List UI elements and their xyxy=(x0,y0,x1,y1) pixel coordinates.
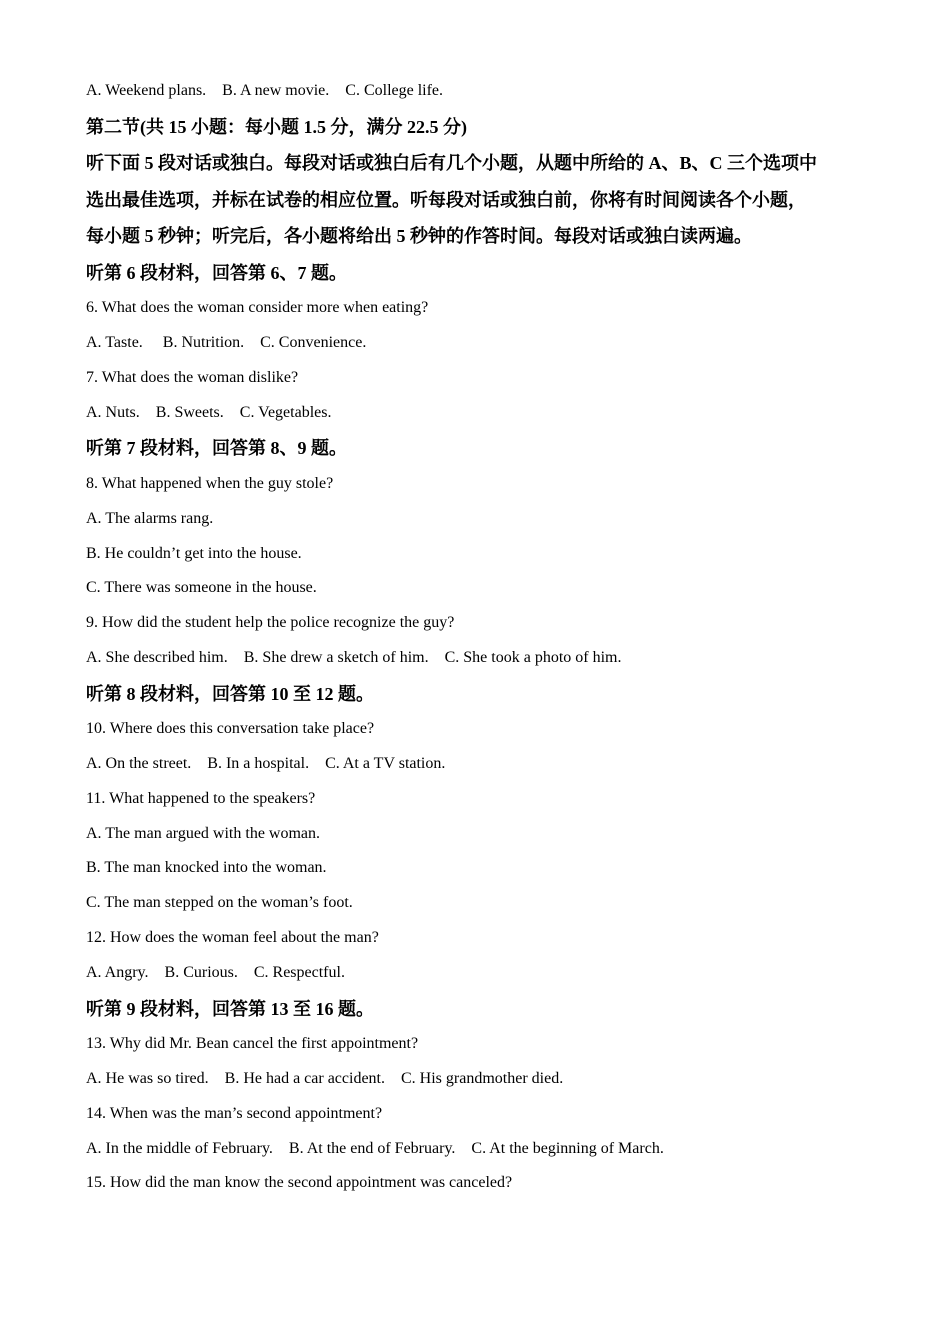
passage-8-heading: 听第 8 段材料，回答第 10 至 12 题。 xyxy=(86,683,374,704)
options-q14: A. In the middle of February. B. At the end of February. C. At the beginning of March. xyxy=(86,1139,664,1157)
option-q11-c: C. The man stepped on the woman’s foot. xyxy=(86,894,353,912)
options-q10: A. On the street. B. In a hospital. C. At a TV station. xyxy=(86,755,446,773)
passage-6-heading: 听第 6 段材料，回答第 6、7 题。 xyxy=(86,262,347,283)
option-q11-b: B. The man knocked into the woman. xyxy=(86,859,327,877)
question-15: 15. How did the man know the second appointment was canceled? xyxy=(86,1174,513,1192)
options-q13: A. He was so tired. B. He had a car accident. C. His grandmother died. xyxy=(86,1069,564,1087)
question-7: 7. What does the woman dislike? xyxy=(86,368,299,386)
question-11: 11. What happened to the speakers? xyxy=(86,789,316,807)
question-6: 6. What does the woman consider more when eating? xyxy=(86,299,429,317)
options-q12: A. Angry. B. Curious. C. Respectful. xyxy=(86,963,345,981)
document-page xyxy=(86,74,876,1201)
options-q5: A. Weekend plans. B. A new movie. C. College life. xyxy=(86,82,444,99)
question-12: 12. How does the woman feel about the man? xyxy=(86,929,379,947)
option-q8-c: C. There was someone in the house. xyxy=(86,579,317,597)
question-9: 9. How did the student help the police recognize the guy? xyxy=(86,614,455,632)
question-14: 14. When was the man’s second appointment? xyxy=(86,1104,383,1122)
option-q11-a: A. The man argued with the woman. xyxy=(86,824,321,842)
passage-9-heading: 听第 9 段材料，回答第 13 至 16 题。 xyxy=(86,998,374,1019)
option-q8-b: B. He couldn’t get into the house. xyxy=(86,544,302,562)
question-13: 13. Why did Mr. Bean cancel the first appointment? xyxy=(86,1035,419,1053)
options-q9: A. She described him. B. She drew a sketch of him. C. She took a photo of him. xyxy=(86,648,622,666)
instructions-line-3: 每小题 5 秒钟；听完后，各小题将给出 5 秒钟的作答时间。每段对话或独白读两遍。 xyxy=(86,226,752,247)
passage-7-heading: 听第 7 段材料，回答第 8、9 题。 xyxy=(86,438,347,459)
instructions-line-1: 听下面 5 段对话或独白。每段对话或独白后有几个小题，从题中所给的 A、B、C 三个选项中 xyxy=(86,153,817,174)
option-q8-a: A. The alarms rang. xyxy=(86,509,214,527)
question-8: 8. What happened when the guy stole? xyxy=(86,474,334,492)
options-q6: A. Taste. B. Nutrition. C. Convenience. xyxy=(86,334,367,352)
section-title: 第二节(共 15 小题：每小题 1.5 分，满分 22.5 分) xyxy=(86,116,467,137)
options-q7: A. Nuts. B. Sweets. C. Vegetables. xyxy=(86,403,332,421)
instructions-line-2: 选出最佳选项，并标在试卷的相应位置。听每段对话或独白前，你将有时间阅读各个小题， xyxy=(86,189,806,210)
question-10: 10. Where does this conversation take place? xyxy=(86,720,375,738)
